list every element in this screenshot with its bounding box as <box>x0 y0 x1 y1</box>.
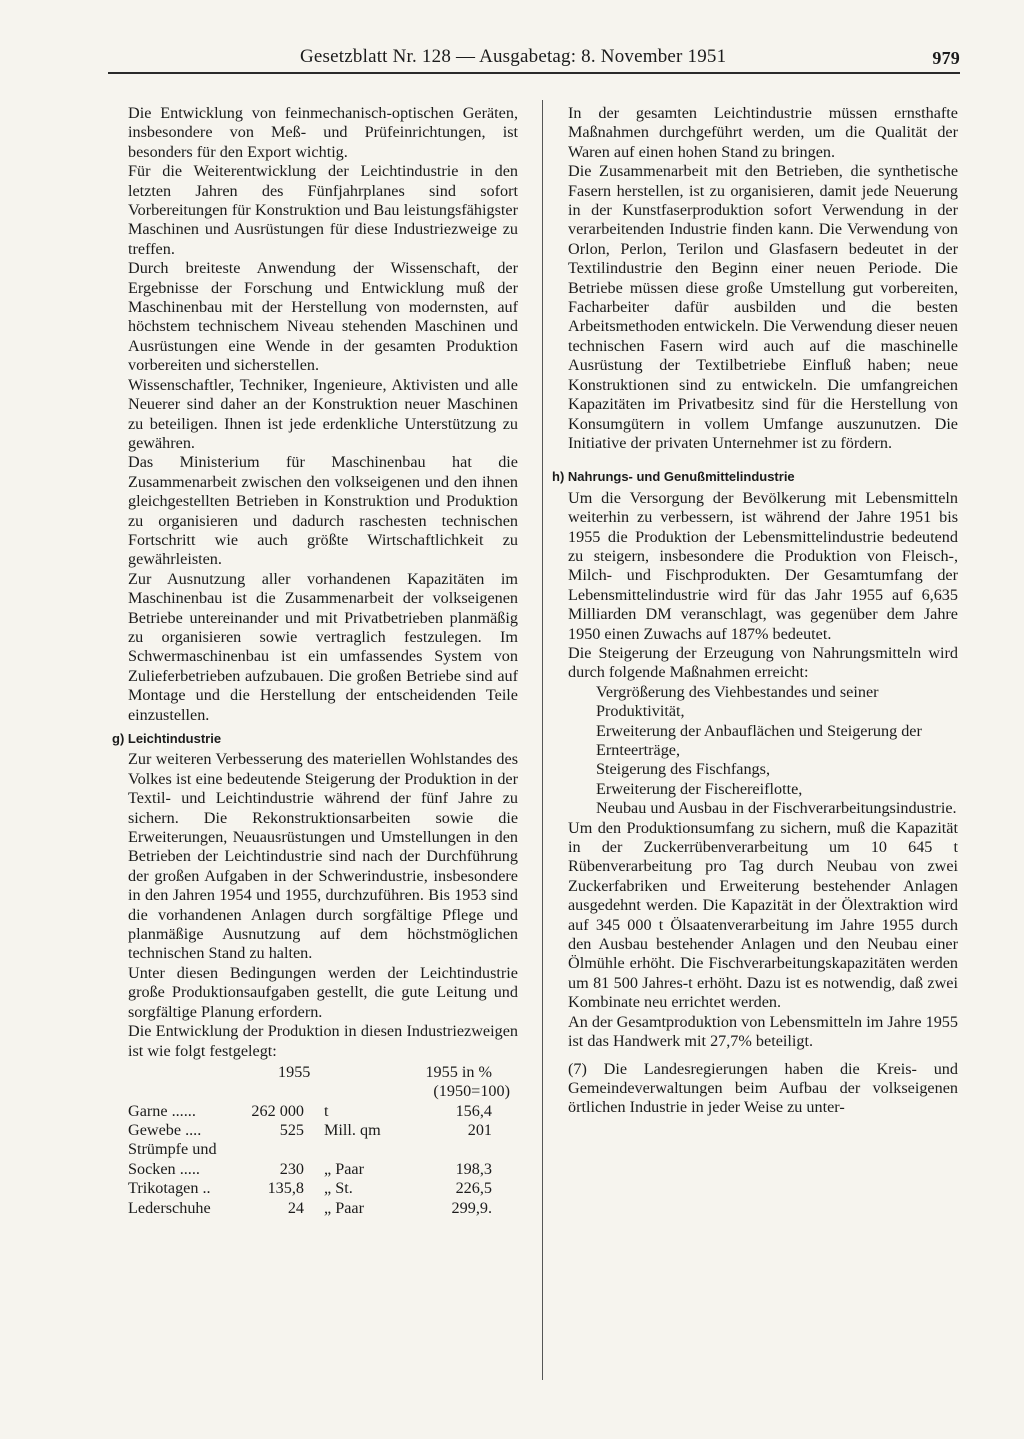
row-unit: „ Paar <box>324 1159 364 1178</box>
header-title: Gesetzblatt Nr. 128 — Ausgabetag: 8. November 1951 <box>300 46 727 67</box>
row-value: 24 <box>287 1198 304 1217</box>
paragraph: Um den Produktionsumfang zu sichern, muß die Kapazität in der Zuckerrübenverarbeitung um 10 645 t Rübenverarbeitung pro Tag durch Neubau von zwei Zuckerfabriken und Erweiterung bestehender Anlagen ausgedehnt werden. Die Kapazität in der Ölextraktion wird auf 345 000 t Ölsaatenverarbeitung im Jahre 1955 durch den Ausbau bestehender Anlagen und den Neubau einer Ölmühle erhöht. Die Fischverarbeitungskapazitäten werden um 81 500 Jahres-t erhöht. Dazu ist es notwendig, daß zwei Kombinate neu errichtet werden. <box>568 818 958 1012</box>
row-name: Socken ..... <box>128 1159 200 1178</box>
measure-item: Erweiterung der Fischereiflotte, <box>596 779 803 798</box>
left-column <box>112 104 518 1218</box>
row-pct: 201 <box>467 1121 492 1140</box>
paragraph: Um die Versorgung der Bevölkerung mit Lebensmitteln weiterhin zu verbessern, ist während der Jahre 1951 bis 1955 die Produktion der Lebensmittelindustrie bedeutend zu steigern, insbesondere die Produktion von Fleisch-, Milch- und Fischprodukten. Der Gesamtumfang der Lebensmittelindustrie wird für das Jahr 1955 auf 6,635 Milliarden DM veranschlagt, was gegenüber dem Jahre 1950 einen Zuwachs auf 187% bedeutet. <box>568 488 958 643</box>
row-name: Trikotagen .. <box>128 1179 211 1198</box>
column-divider <box>542 100 543 1380</box>
table-header-pct: 1955 in % <box>425 1062 492 1081</box>
row-unit: t <box>324 1101 329 1120</box>
row-pct: 299,9. <box>451 1198 492 1217</box>
row-name: Lederschuhe <box>128 1198 211 1217</box>
row-value: 230 <box>279 1159 304 1178</box>
measure-item: Vergrößerung des Viehbestandes und seiner Produktivität, <box>596 682 879 721</box>
row-value: 135,8 <box>267 1179 304 1198</box>
paragraph: Das Ministerium für Maschinenbau hat die Zusammenarbeit zwischen den volkseigenen und den ihnen gleichgestellten Betrieben in Konstruktion und Produktion zu organisieren und dadurch raschesten technischen Fortschritt wie auch größte Wirtschaftlichkeit zu gewährleisten. <box>128 453 518 569</box>
row-name: Strümpfe und <box>128 1140 217 1159</box>
paragraph: An der Gesamtproduktion von Lebensmitteln im Jahre 1955 ist das Handwerk mit 27,7% beteiligt. <box>568 1012 958 1051</box>
row-name: Gewebe .... <box>128 1121 202 1140</box>
paragraph: Die Steigerung der Erzeugung von Nahrungsmitteln wird durch folgende Maßnahmen erreicht: <box>568 643 958 682</box>
table-row <box>128 1160 518 1179</box>
row-value: 262 000 <box>251 1101 304 1120</box>
page-number: 979 <box>932 48 960 68</box>
production-table <box>128 1063 518 1218</box>
row-unit: „ Paar <box>324 1198 364 1217</box>
paragraph: Unter diesen Bedingungen werden der Leichtindustrie große Produktionsaufgaben gestellt, die gute Leitung und sorgfältige Planung erfordern. <box>128 963 518 1021</box>
table-row <box>128 1140 518 1159</box>
header-rule <box>108 72 960 74</box>
measure-item: Steigerung des Fischfangs, <box>596 760 770 779</box>
row-unit: Mill. qm <box>324 1121 381 1140</box>
table-row <box>128 1179 518 1198</box>
row-pct: 198,3 <box>455 1159 492 1178</box>
paragraph: Zur weiteren Verbesserung des materiellen Wohlstandes des Volkes ist eine bedeutende Steigerung der Produktion in der Textil- und Leichtindustrie während der fünf Jahre zu sichern. Die Rekonstruktionsarbeiten sowie die Erweiterungen, Neuausrüstungen und Umstellungen in den Betrieben der Leichtindustrie sind nach der Durchführung der großen Aufgaben in der Schwerindustrie, insbesondere in den Jahren 1954 und 1955, durchzuführen. Bis 1953 sind die vorhandenen Anlagen durch sorgfältige Pflege und planmäßige Ausnutzung auf dem höchstmöglichen technischen Stand zu halten. <box>128 750 518 963</box>
table-header-base: (1950=100) <box>433 1082 510 1101</box>
section-heading-h: h) Nahrungs- und Genußmittelindustrie <box>552 469 795 485</box>
row-value: 525 <box>279 1121 304 1140</box>
paragraph: Die Entwicklung der Produktion in diesen Industriezweigen ist wie folgt festgelegt: <box>128 1022 518 1060</box>
table-row <box>128 1121 518 1140</box>
paragraph-7: (7) Die Landesregierungen haben die Kreis- und Gemeindeverwaltungen beim Aufbau der volkseigenen örtlichen Industrie in jeder Weise zu unter- <box>568 1059 958 1117</box>
right-column <box>552 104 958 1118</box>
paragraph: Die Zusammenarbeit mit den Betrieben, die synthetische Fasern herstellen, ist zu organisieren, damit jede Neuerung in der Kunstfaserproduktion sofort Verwendung in der verarbeitenden Industrie finden kann. Die Verwendung von Orlon, Perlon, Terilon und Glasfasern bedeutet in der Textilindustrie den Beginn einer neuen Periode. Die Betriebe müssen diese große Umstellung gut vorbereiten, Facharbeiter dafür ausbilden und die besten Arbeitsmethoden entwickeln. Die Verwendung dieser neuen technischen Fasern wird auch auf die maschinelle Ausrüstung der Textilbetriebe Einfluß haben; neue Konstruktionen sind zu entwickeln. Die umfangreichen Kapazitäten im Privatbesitz sind für die Herstellung von Konsumgütern in vollem Umfange auszunutzen. Die Initiative der privaten Unternehmer ist zu fördern. <box>568 162 958 452</box>
table-header-year: 1955 <box>278 1062 311 1081</box>
table-header <box>128 1063 518 1082</box>
paragraph: Die Entwicklung von feinmechanisch-optischen Geräten, insbesondere von Meß- und Prüfeinrichtungen, ist besonders für den Export wichtig. <box>128 104 518 161</box>
paragraph: Zur Ausnutzung aller vorhandenen Kapazitäten im Maschinenbau ist die Zusammenarbeit der volkseigenen Betriebe untereinander und mit Privatbetrieben planmäßig zu organisieren sowie vertraglich festzulegen. Im Schwermaschinenbau ist ein umfassendes System von Zulieferbetrieben aufzubauen. Die großen Betriebe sind auf Montage und die Herstellung der entscheidenden Teile einzustellen. <box>128 569 518 724</box>
measure-item: Neubau und Ausbau in der Fischverarbeitungsindustrie. <box>596 799 957 818</box>
section-heading-g: g) Leichtindustrie <box>112 731 222 746</box>
table-row <box>128 1199 518 1218</box>
measure-item: Erweiterung der Anbauflächen und Steigerung der Ernteerträge, <box>596 721 922 759</box>
paragraph: Durch breiteste Anwendung der Wissenschaft, der Ergebnisse der Forschung und Entwicklung muß der Maschinenbau mit der Herstellung von modernsten, auf höchstem technischem Niveau stehenden Maschinen und Ausrüstungen eine Wende in der gesamten Produktion vorbereiten und sicherstellen. <box>128 259 518 375</box>
row-name: Garne ...... <box>128 1101 196 1120</box>
paragraph: In der gesamten Leichtindustrie müssen ernsthafte Maßnahmen durchgeführt werden, um die Qualität der Waren auf einen hohen Stand zu bringen. <box>568 104 958 161</box>
table-header-base-row <box>128 1082 518 1101</box>
paragraph: Für die Weiterentwicklung der Leichtindustrie in den letzten Jahren des Fünfjahrplanes sind sofort Vorbereitungen für Konstruktion und Bau leistungsfähigster Maschinen und Ausrüstungen für diese Industriezweige zu treffen. <box>128 162 518 258</box>
row-pct: 156,4 <box>455 1101 492 1120</box>
table-row <box>128 1102 518 1121</box>
row-pct: 226,5 <box>455 1179 492 1198</box>
row-unit: „ St. <box>324 1179 353 1198</box>
paragraph: Wissenschaftler, Techniker, Ingenieure, Aktivisten und alle Neuerer sind daher an der Konstruktion neuer Maschinen zu beteiligen. Ihnen ist jede erdenkliche Unterstützung zu gewähren. <box>128 375 518 452</box>
